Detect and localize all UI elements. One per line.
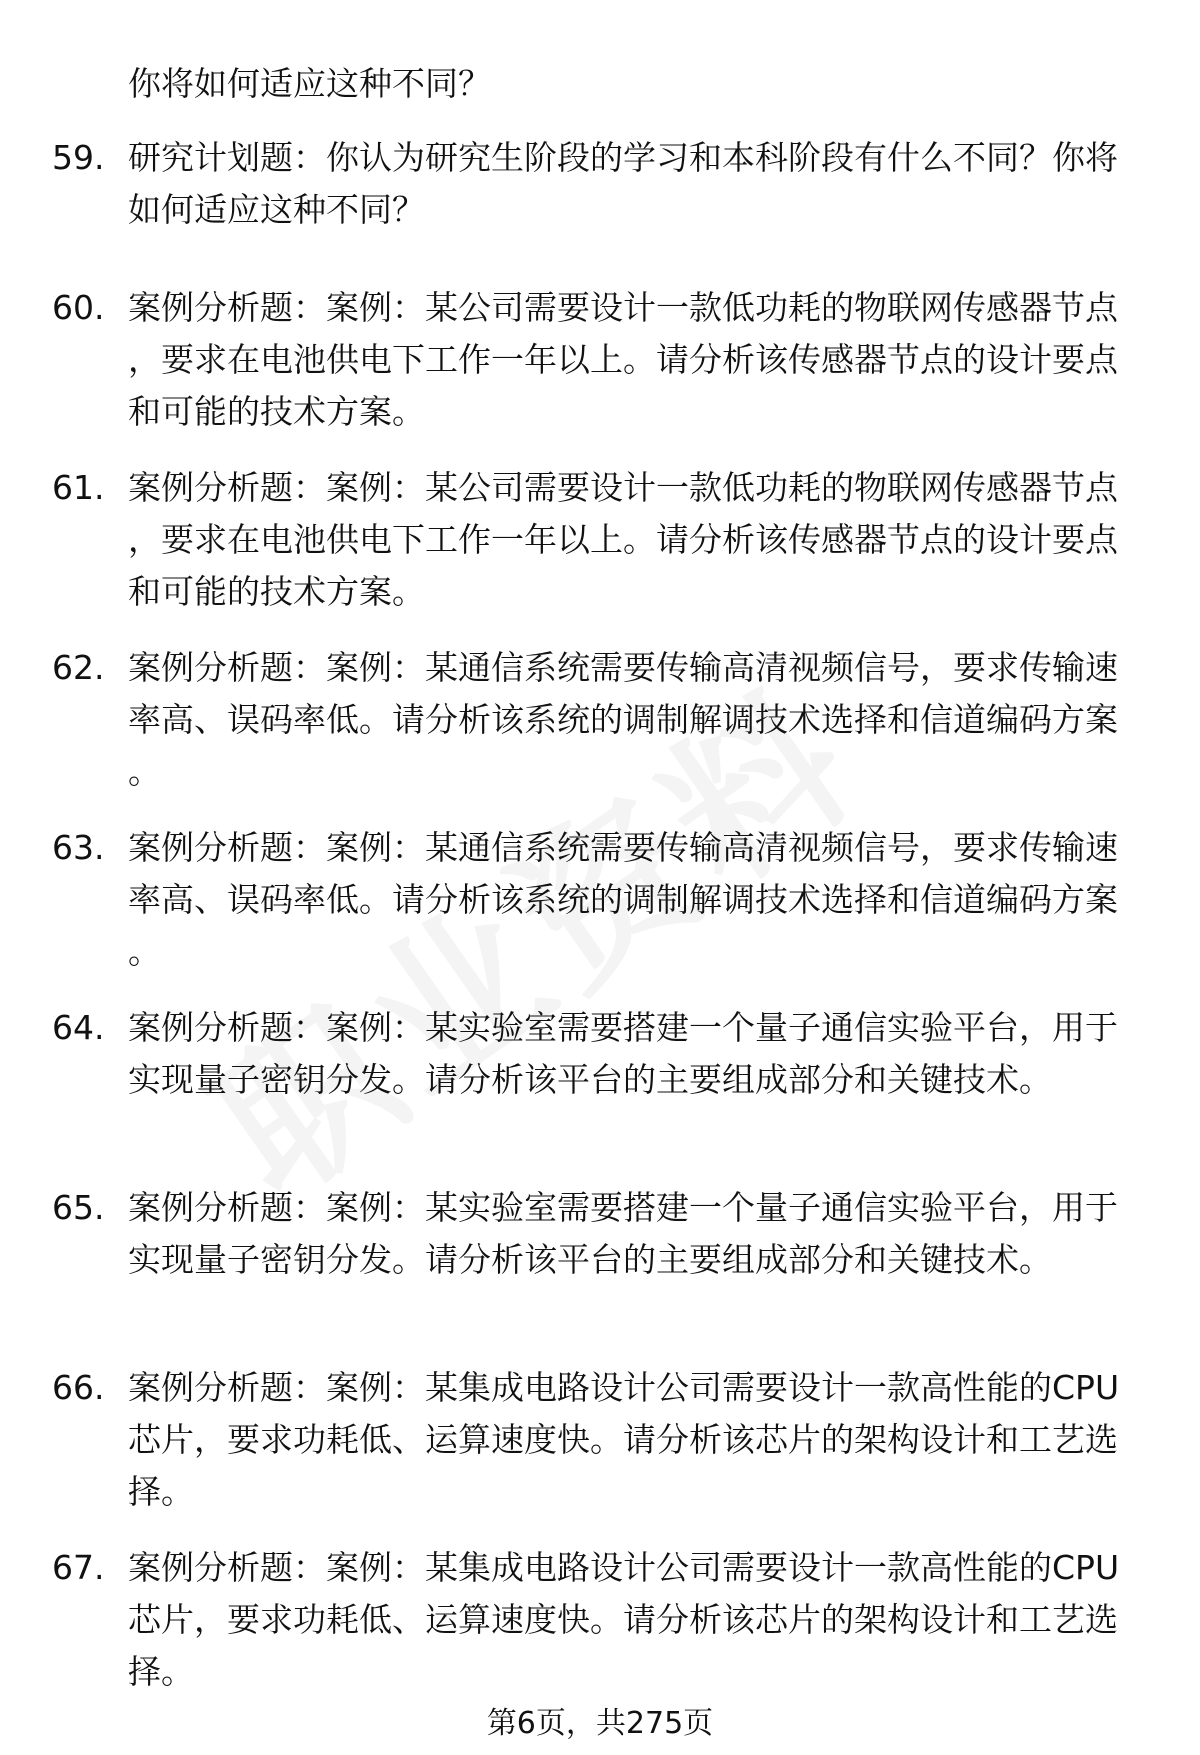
question-number: 59. <box>52 138 105 177</box>
question-text: 案例分析题：案例：某通信系统需要传输高清视频信号，要求传输速率高、误码率低。请分析该系统的调制解调技术选择和信道编码方案。 <box>128 648 1118 791</box>
question-number: 66. <box>52 1368 105 1407</box>
question-text: 案例分析题：案例：某实验室需要搭建一个量子通信实验平台，用于实现量子密钥分发。请分析该平台的主要组成部分和关键技术。 <box>128 1008 1118 1099</box>
question-text: 案例分析题：案例：某公司需要设计一款低功耗的物联网传感器节点，要求在电池供电下工作一年以上。请分析该传感器节点的设计要点和可能的技术方案。 <box>128 468 1118 611</box>
page-footer: 第6页，共275页 <box>486 1706 714 1741</box>
question-number: 61. <box>52 468 105 507</box>
question-number: 64. <box>52 1008 105 1047</box>
question-text: 案例分析题：案例：某公司需要设计一款低功耗的物联网传感器节点，要求在电池供电下工作一年以上。请分析该传感器节点的设计要点和可能的技术方案。 <box>128 288 1118 431</box>
question-text: 案例分析题：案例：某实验室需要搭建一个量子通信实验平台，用于实现量子密钥分发。请分析该平台的主要组成部分和关键技术。 <box>128 1188 1118 1279</box>
question-text: 案例分析题：案例：某集成电路设计公司需要设计一款高性能的CPU芯片，要求功耗低、运算速度快。请分析该芯片的架构设计和工艺选择。 <box>128 1548 1120 1691</box>
question-number: 65. <box>52 1188 105 1227</box>
continuation-text: 你将如何适应这种不同？ <box>128 64 491 103</box>
question-number: 67. <box>52 1548 105 1587</box>
question-number: 63. <box>52 828 105 867</box>
question-text: 案例分析题：案例：某集成电路设计公司需要设计一款高性能的CPU芯片，要求功耗低、运算速度快。请分析该芯片的架构设计和工艺选择。 <box>128 1368 1120 1511</box>
question-text: 案例分析题：案例：某通信系统需要传输高清视频信号，要求传输速率高、误码率低。请分析该系统的调制解调技术选择和信道编码方案。 <box>128 828 1118 971</box>
question-text: 研究计划题：你认为研究生阶段的学习和本科阶段有什么不同？你将如何适应这种不同？ <box>128 138 1118 229</box>
question-number: 62. <box>52 648 105 687</box>
question-number: 60. <box>52 288 105 327</box>
